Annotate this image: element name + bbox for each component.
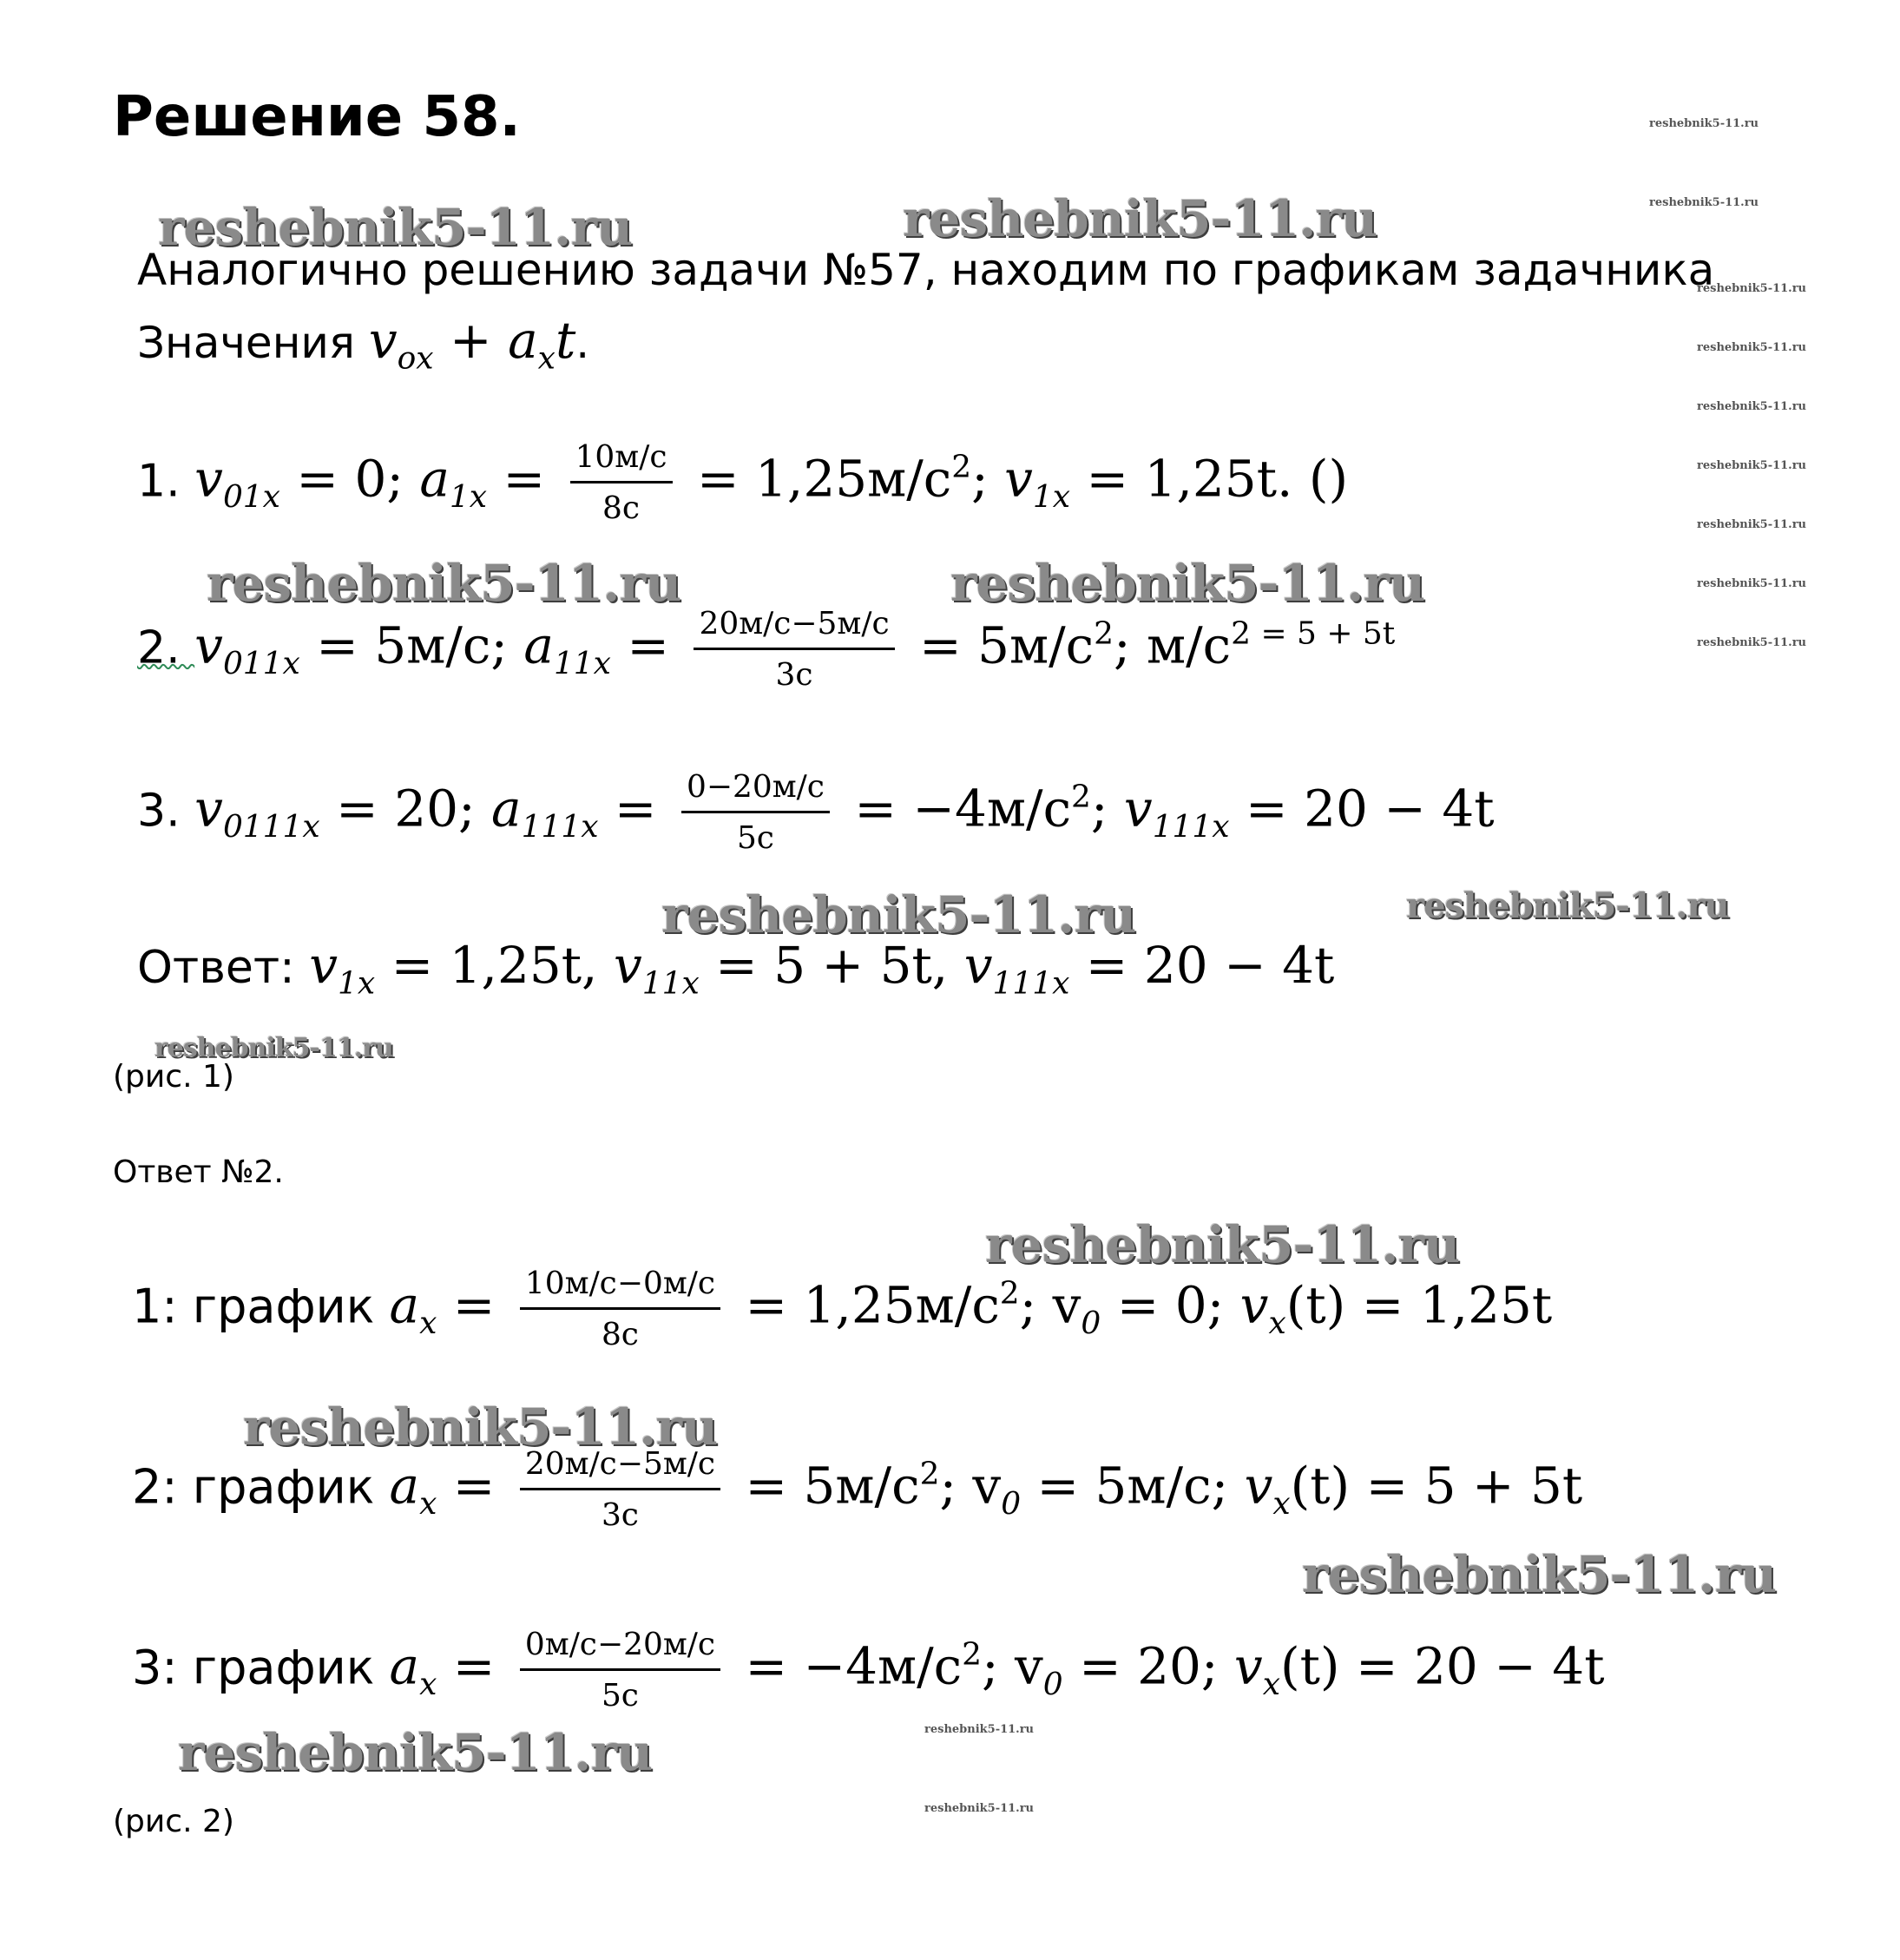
watermark: reshebnik5-11.ru: [1697, 518, 1807, 531]
fraction: $\frac{20м/с-5м/с}{3с}$: [694, 608, 894, 692]
graph-equation-1: 1: график $a_x$ = $\frac{10м/с-0м/с}{8с}$ = $1,25м/с^2$; $v_0 = 0$; $v_x(t) = 1,25t$: [132, 1266, 1553, 1352]
watermark: reshebnik5-11.ru: [924, 1723, 1035, 1736]
equation-3: 3. $v_{0111x} = 20$; $a_{111x}$ = $\frac{0-20м/с}{5с}$ = $-4м/с^2$; $v_{111x} = 20 - 4t$: [137, 769, 1495, 856]
figure-caption-1: (рис. 1): [113, 1059, 234, 1095]
fraction: $\frac{10м/с}{8с}$: [570, 441, 673, 525]
watermark: reshebnik5-11.ru: [1649, 196, 1759, 209]
figure-caption-2: (рис. 2): [113, 1804, 234, 1839]
watermark: reshebnik5-11.ru: [1697, 577, 1807, 590]
fraction: $\frac{20м/с-5м/с}{3с}$: [520, 1448, 720, 1532]
intro-line-2-prefix: Значения: [137, 318, 369, 368]
intro-line-1: Аналогично решению задачи №57, находим по графикам задачника: [137, 245, 1715, 295]
watermark: reshebnik5-11.ru: [1697, 282, 1807, 295]
fraction: $\frac{0м/с-20м/с}{5с}$: [520, 1628, 720, 1713]
graph-equation-3: 3: график $a_x$ = $\frac{0м/с-20м/с}{5с}$ = $-4м/с^2$; $v_0 = 20$; $v_x(t) = 20 - 4t$: [132, 1627, 1605, 1713]
watermark: reshebnik5-11.ru: [1649, 117, 1759, 130]
watermark: reshebnik5-11.ru: [985, 1215, 1460, 1274]
watermark: reshebnik5-11.ru: [1302, 1545, 1777, 1604]
fraction: $\frac{0-20м/с}{5с}$: [681, 771, 830, 855]
fraction: $\frac{10м/с-0м/с}{8с}$: [520, 1267, 720, 1352]
answer-line: Ответ: $v_{1x} = 1,25t$, $v_{11x} = 5 + 5t$, $v_{111x} = 20 - 4t$: [137, 936, 1335, 1002]
equation-2: 2. $v_{011x} = 5м/с$; $a_{11x}$ = $\frac{20м/с-5м/с}{3с}$ = $5м/с^2$; $м/с^{2 = 5 + 5t}$: [137, 606, 1396, 693]
watermark: reshebnik5-11.ru: [158, 198, 633, 257]
equation-1: 1. $v_{01x} = 0$; $a_{1x}$ = $\frac{10м/с}{8с}$ = $1,25м/с^2$; $v_{1x} = 1,25t$. (): [137, 439, 1349, 526]
watermark: reshebnik5-11.ru: [924, 1802, 1035, 1815]
watermark: reshebnik5-11.ru: [1697, 400, 1807, 413]
intro-line-2: Значения $v_{ox} + a_xt$.: [137, 311, 590, 377]
intro-formula: $v_{ox} + a_xt$: [368, 311, 576, 377]
watermark: reshebnik5-11.ru: [178, 1723, 653, 1782]
watermark: reshebnik5-11.ru: [903, 189, 1377, 248]
watermark: reshebnik5-11.ru: [1406, 885, 1729, 926]
watermark: reshebnik5-11.ru: [1697, 459, 1807, 472]
watermark: reshebnik5-11.ru: [154, 1033, 393, 1063]
watermark: reshebnik5-11.ru: [1697, 341, 1807, 354]
watermark: reshebnik5-11.ru: [661, 885, 1136, 944]
watermark: reshebnik5-11.ru: [207, 554, 681, 613]
watermark: reshebnik5-11.ru: [1697, 636, 1807, 649]
watermark: reshebnik5-11.ru: [950, 554, 1425, 613]
watermark: reshebnik5-11.ru: [243, 1398, 718, 1457]
answer-2-heading: Ответ №2.: [113, 1154, 284, 1190]
graph-equation-2: 2: график $a_x$ = $\frac{20м/с-5м/с}{3с}$ = $5м/с^2$; $v_0 = 5м/с$; $v_x(t) = 5 + 5t$: [132, 1446, 1583, 1533]
page-title: Решение 58.: [113, 85, 521, 149]
